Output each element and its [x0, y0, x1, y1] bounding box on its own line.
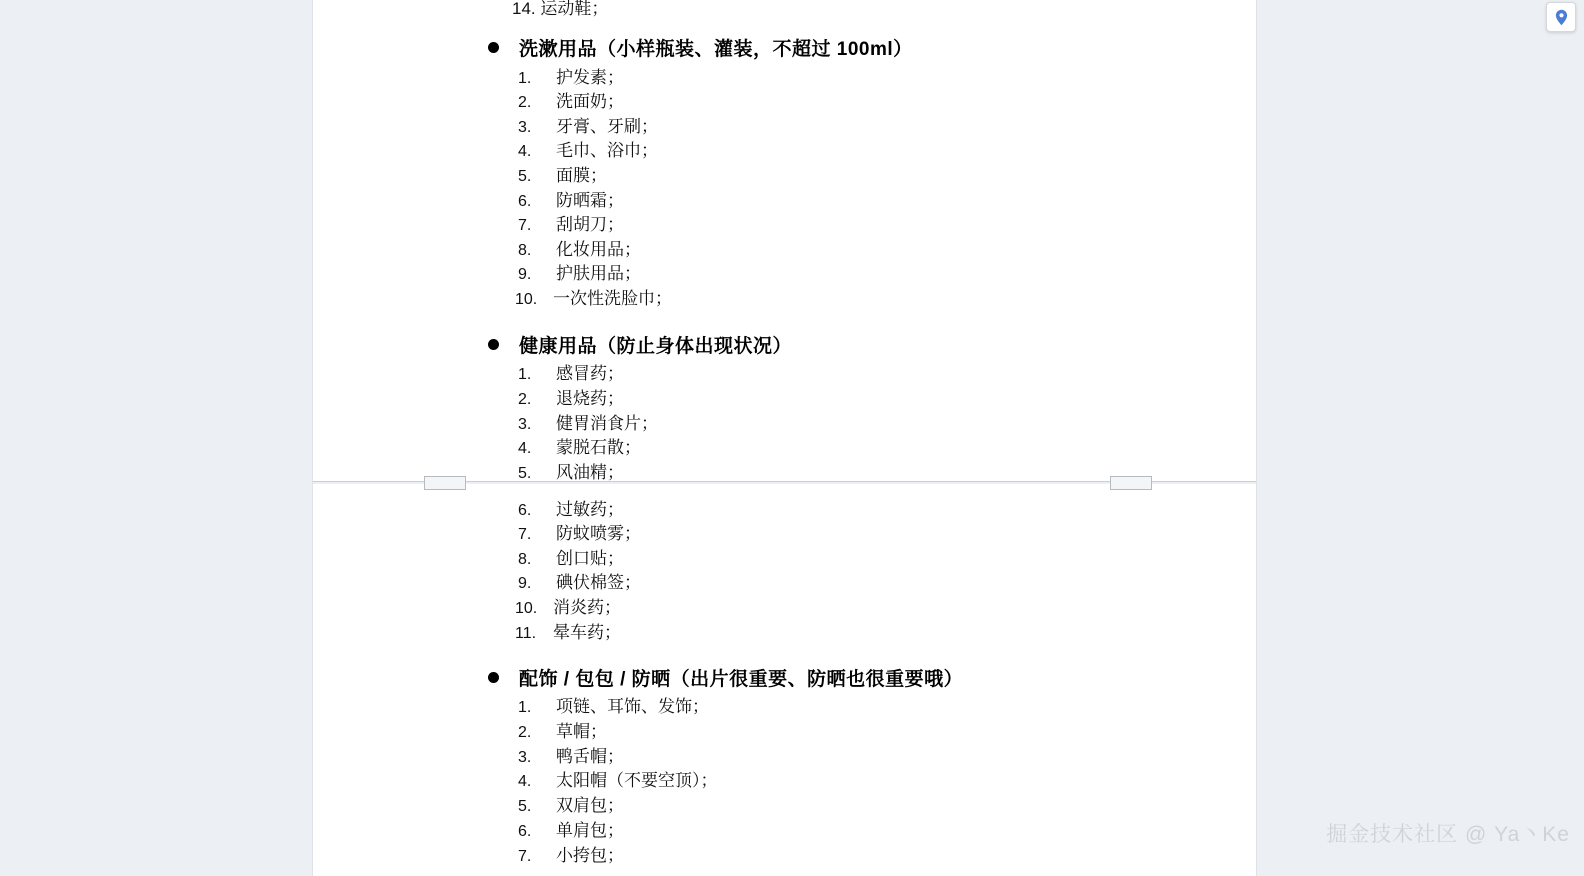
- list-item: [518, 791, 624, 816]
- list-item-label: 消炎药；: [553, 598, 621, 617]
- list-item-index: 3.: [518, 749, 532, 766]
- list-item: [518, 409, 658, 434]
- section-heading-label: 健康用品（防止身体出现状况）: [519, 336, 793, 357]
- bullet-icon: [488, 339, 499, 350]
- list-item: [518, 433, 641, 458]
- list-item: [518, 742, 624, 767]
- section-heading-toiletries: [488, 34, 913, 61]
- list-item-index: 3.: [518, 416, 532, 433]
- list-item: [515, 593, 621, 618]
- list-item-index: 8.: [518, 242, 532, 259]
- list-item-index: 1.: [518, 366, 532, 383]
- list-item-index: 1.: [518, 70, 532, 87]
- list-item-index: 10.: [515, 291, 538, 308]
- list-item-index: 1.: [518, 699, 532, 716]
- list-item: [518, 210, 624, 235]
- list-item-index: 6.: [518, 502, 532, 519]
- location-pin-button[interactable]: [1546, 2, 1576, 32]
- list-item-index: 7.: [518, 217, 532, 234]
- page-left-edge: [312, 0, 313, 876]
- list-item: [518, 544, 624, 569]
- list-item-label: 碘伏棉签；: [556, 573, 641, 592]
- list-item-label: 一次性洗脸巾；: [553, 289, 672, 308]
- list-item-index: 6.: [518, 193, 532, 210]
- list-item-label: 双肩包；: [556, 796, 624, 815]
- list-item: [518, 136, 658, 161]
- right-gutter: [1256, 0, 1584, 876]
- watermark: 掘金技术社区 @ Ya丶Ke: [1326, 823, 1570, 846]
- list-item-label: 面膜；: [556, 166, 607, 185]
- list-item: [518, 495, 624, 520]
- list-item: [518, 519, 641, 544]
- section-heading-health: [488, 331, 792, 358]
- list-item-label: 小挎包；: [556, 846, 624, 865]
- list-item-index: 6.: [518, 823, 532, 840]
- section-heading-label: 配饰 / 包包 / 防晒（出片很重要、防晒也很重要哦）: [519, 669, 964, 690]
- left-gutter: [0, 0, 312, 876]
- page-right-edge: [1256, 0, 1257, 876]
- list-item: [518, 692, 709, 717]
- document-page-1: [313, 0, 1256, 481]
- list-item: [518, 235, 641, 260]
- list-item: [518, 816, 624, 841]
- list-item: [518, 161, 607, 186]
- list-item: [518, 186, 624, 211]
- list-item-index: 10.: [515, 600, 538, 617]
- list-item-label: 护发素；: [556, 68, 624, 87]
- list-item-index: 3.: [518, 119, 532, 136]
- list-item-label: 创口贴；: [556, 549, 624, 568]
- bullet-icon: [488, 42, 499, 53]
- list-item: [518, 717, 607, 742]
- page-break-mark-right: [1110, 476, 1152, 490]
- list-item-index: 5.: [518, 168, 532, 185]
- list-item-index: 9.: [518, 266, 532, 283]
- location-pin-icon: [1554, 9, 1569, 26]
- list-item-index: 2.: [518, 391, 532, 408]
- list-item: [518, 359, 624, 384]
- list-item: [518, 458, 624, 483]
- list-item-index: 2.: [518, 724, 532, 741]
- list-item-label: 刮胡刀；: [556, 215, 624, 234]
- list-item-label: 项链、耳饰、发饰；: [556, 697, 709, 716]
- section-heading-label: 洗漱用品（小样瓶装、灌装，不超过 100ml）: [519, 39, 913, 60]
- list-item-label: 化妆用品；: [556, 240, 641, 259]
- page-break-mark-left: [424, 476, 466, 490]
- list-item-label: 牙膏、牙刷；: [556, 117, 658, 136]
- list-item-label: 毛巾、浴巾；: [556, 141, 658, 160]
- bullet-icon: [488, 672, 499, 683]
- list-item-index: 11.: [515, 625, 537, 642]
- list-item-index: 4.: [518, 143, 532, 160]
- list-item-index: 9.: [518, 575, 532, 592]
- list-item: [518, 766, 718, 791]
- list-item: [518, 841, 624, 866]
- list-item-label: 防晒霜；: [556, 191, 624, 210]
- list-item-label: 洗面奶；: [556, 92, 624, 111]
- list-item-label: 蒙脱石散；: [556, 438, 641, 457]
- list-item-label: 风油精；: [556, 463, 624, 482]
- list-item-index: 7.: [518, 526, 532, 543]
- list-item-label: 退烧药；: [556, 389, 624, 408]
- section-heading-accessories: [488, 664, 963, 691]
- list-item-label: 健胃消食片；: [556, 414, 658, 433]
- list-item-index: 5.: [518, 798, 532, 815]
- list-item-index: 5.: [518, 465, 532, 482]
- list-item-index: 4.: [518, 773, 532, 790]
- list-item-index: 2.: [518, 94, 532, 111]
- list-item-label: 太阳帽（不要空顶）；: [556, 771, 718, 790]
- list-item-label: 单肩包；: [556, 821, 624, 840]
- list-item: [518, 259, 641, 284]
- list-item-label: 晕车药；: [553, 623, 621, 642]
- list-item: [518, 87, 624, 112]
- list-item-label: 感冒药；: [556, 364, 624, 383]
- list-item-label: 鸭舌帽；: [556, 747, 624, 766]
- list-item: [518, 112, 658, 137]
- list-item: [515, 618, 621, 643]
- list-item: [515, 284, 672, 309]
- list-item-index: 4.: [518, 440, 532, 457]
- list-item: [518, 568, 641, 593]
- list-item: [518, 63, 624, 88]
- list-item-label: 护肤用品；: [556, 264, 641, 283]
- list-item-label: 防蚊喷雾；: [556, 524, 641, 543]
- list-item-index: 7.: [518, 848, 532, 865]
- list-item-label: 草帽；: [556, 722, 607, 741]
- list-item-index: 8.: [518, 551, 532, 568]
- clipped-top-line: [512, 0, 608, 4]
- list-item-label: 过敏药；: [556, 500, 624, 519]
- list-item: [518, 384, 624, 409]
